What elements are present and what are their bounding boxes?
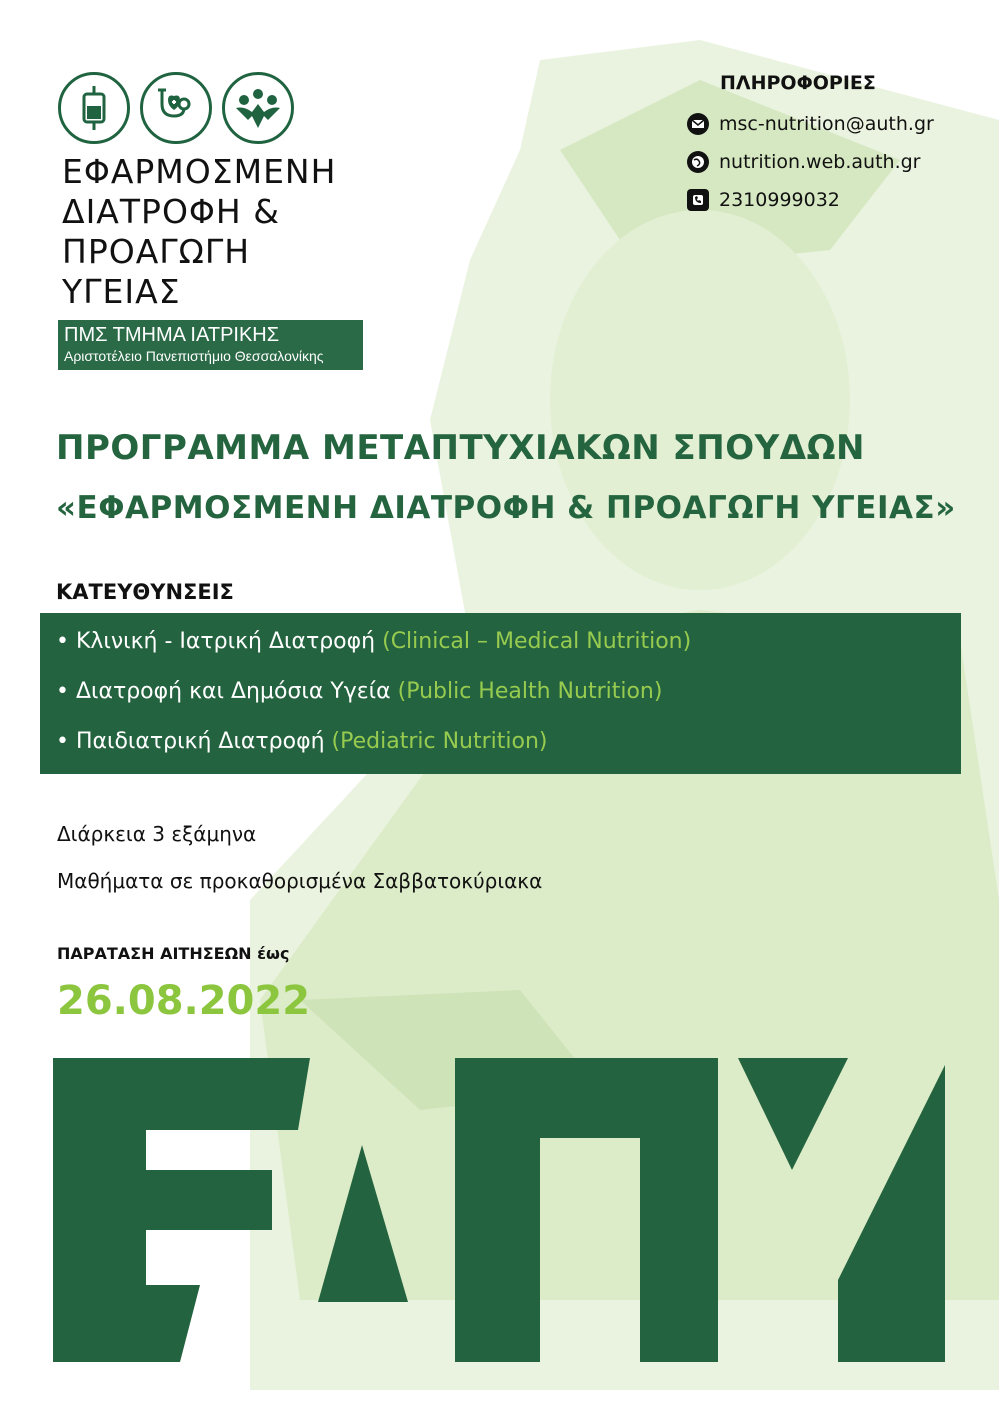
phone-number[interactable]: 2310999032 <box>719 189 840 211</box>
website-row[interactable] <box>687 151 920 173</box>
track-english-label: (Public Health Nutrition) <box>397 679 663 704</box>
department-name: ΠΜΣ ΤΜΗΜΑ ΙΑΤΡΙΚΗΣ <box>64 324 280 346</box>
stethoscope-icon <box>140 72 212 144</box>
website-link[interactable]: nutrition.web.auth.gr <box>719 151 921 173</box>
email-link[interactable]: msc-nutrition@auth.gr <box>719 113 934 135</box>
iv-bag-icon <box>58 72 130 144</box>
big-logotype-graphic <box>0 1040 999 1380</box>
phone-icon <box>687 189 709 211</box>
phone-row[interactable] <box>687 189 840 211</box>
logotype-triangle <box>318 1145 408 1302</box>
logotype-letter-pi <box>455 1058 718 1362</box>
track-item-pediatric <box>40 725 961 775</box>
email-icon <box>687 113 709 135</box>
track-item-public-health <box>40 675 961 725</box>
logotype-letter-y <box>738 1058 848 1170</box>
globe-icon <box>687 151 709 173</box>
deadline-date: 26.08.2022 <box>57 978 311 1024</box>
track-greek-label: • Κλινική - Ιατρική Διατροφή <box>56 629 376 654</box>
family-icon <box>222 72 294 144</box>
track-english-label: (Clinical – Medical Nutrition) <box>382 629 692 654</box>
email-row[interactable] <box>687 113 934 135</box>
track-greek-label: • Διατροφή και Δημόσια Υγεία <box>56 679 391 704</box>
tracks-list <box>40 613 961 774</box>
duration-text: Διάρκεια 3 εξάμηνα <box>57 822 257 846</box>
info-heading: ΠΛΗΡΟΦΟΡΙΕΣ <box>720 72 876 94</box>
schedule-text: Μαθήματα σε προκαθορισμένα Σαββατοκύριακα <box>57 869 543 893</box>
track-greek-label: • Παιδιατρική Διατροφή <box>56 729 325 754</box>
track-item-clinical <box>40 625 961 675</box>
program-heading: ΠΡΟΓΡΑΜΜΑ ΜΕΤΑΠΤΥΧΙΑΚΩΝ ΣΠΟΥΔΩΝ <box>56 428 865 468</box>
program-name-heading: «ΕΦΑΡΜΟΣΜΕΝΗ ΔΙΑΤΡΟΦΗ & ΠΡΟΑΓΩΓΗ ΥΓΕΙΑΣ» <box>56 490 956 526</box>
track-english-label: (Pediatric Nutrition) <box>331 729 548 754</box>
logo-row <box>58 72 294 144</box>
department-badge <box>58 320 363 370</box>
deadline-label: ΠΑΡΑΤΑΣΗ ΑΙΤΗΣΕΩΝ έως <box>57 944 290 963</box>
university-name: Αριστοτέλειο Πανεπιστήμιο Θεσσαλονίκης <box>64 348 324 364</box>
tracks-heading: ΚΑΤΕΥΘΥΝΣΕΙΣ <box>56 580 234 604</box>
logotype-letter-e <box>53 1058 310 1362</box>
brand-title: ΕΦΑΡΜΟΣΜΕΝΗ ΔΙΑΤΡΟΦΗ & ΠΡΟΑΓΩΓΗ ΥΓΕΙΑΣ <box>62 152 337 311</box>
logotype-letter-y-stem <box>838 1065 945 1362</box>
